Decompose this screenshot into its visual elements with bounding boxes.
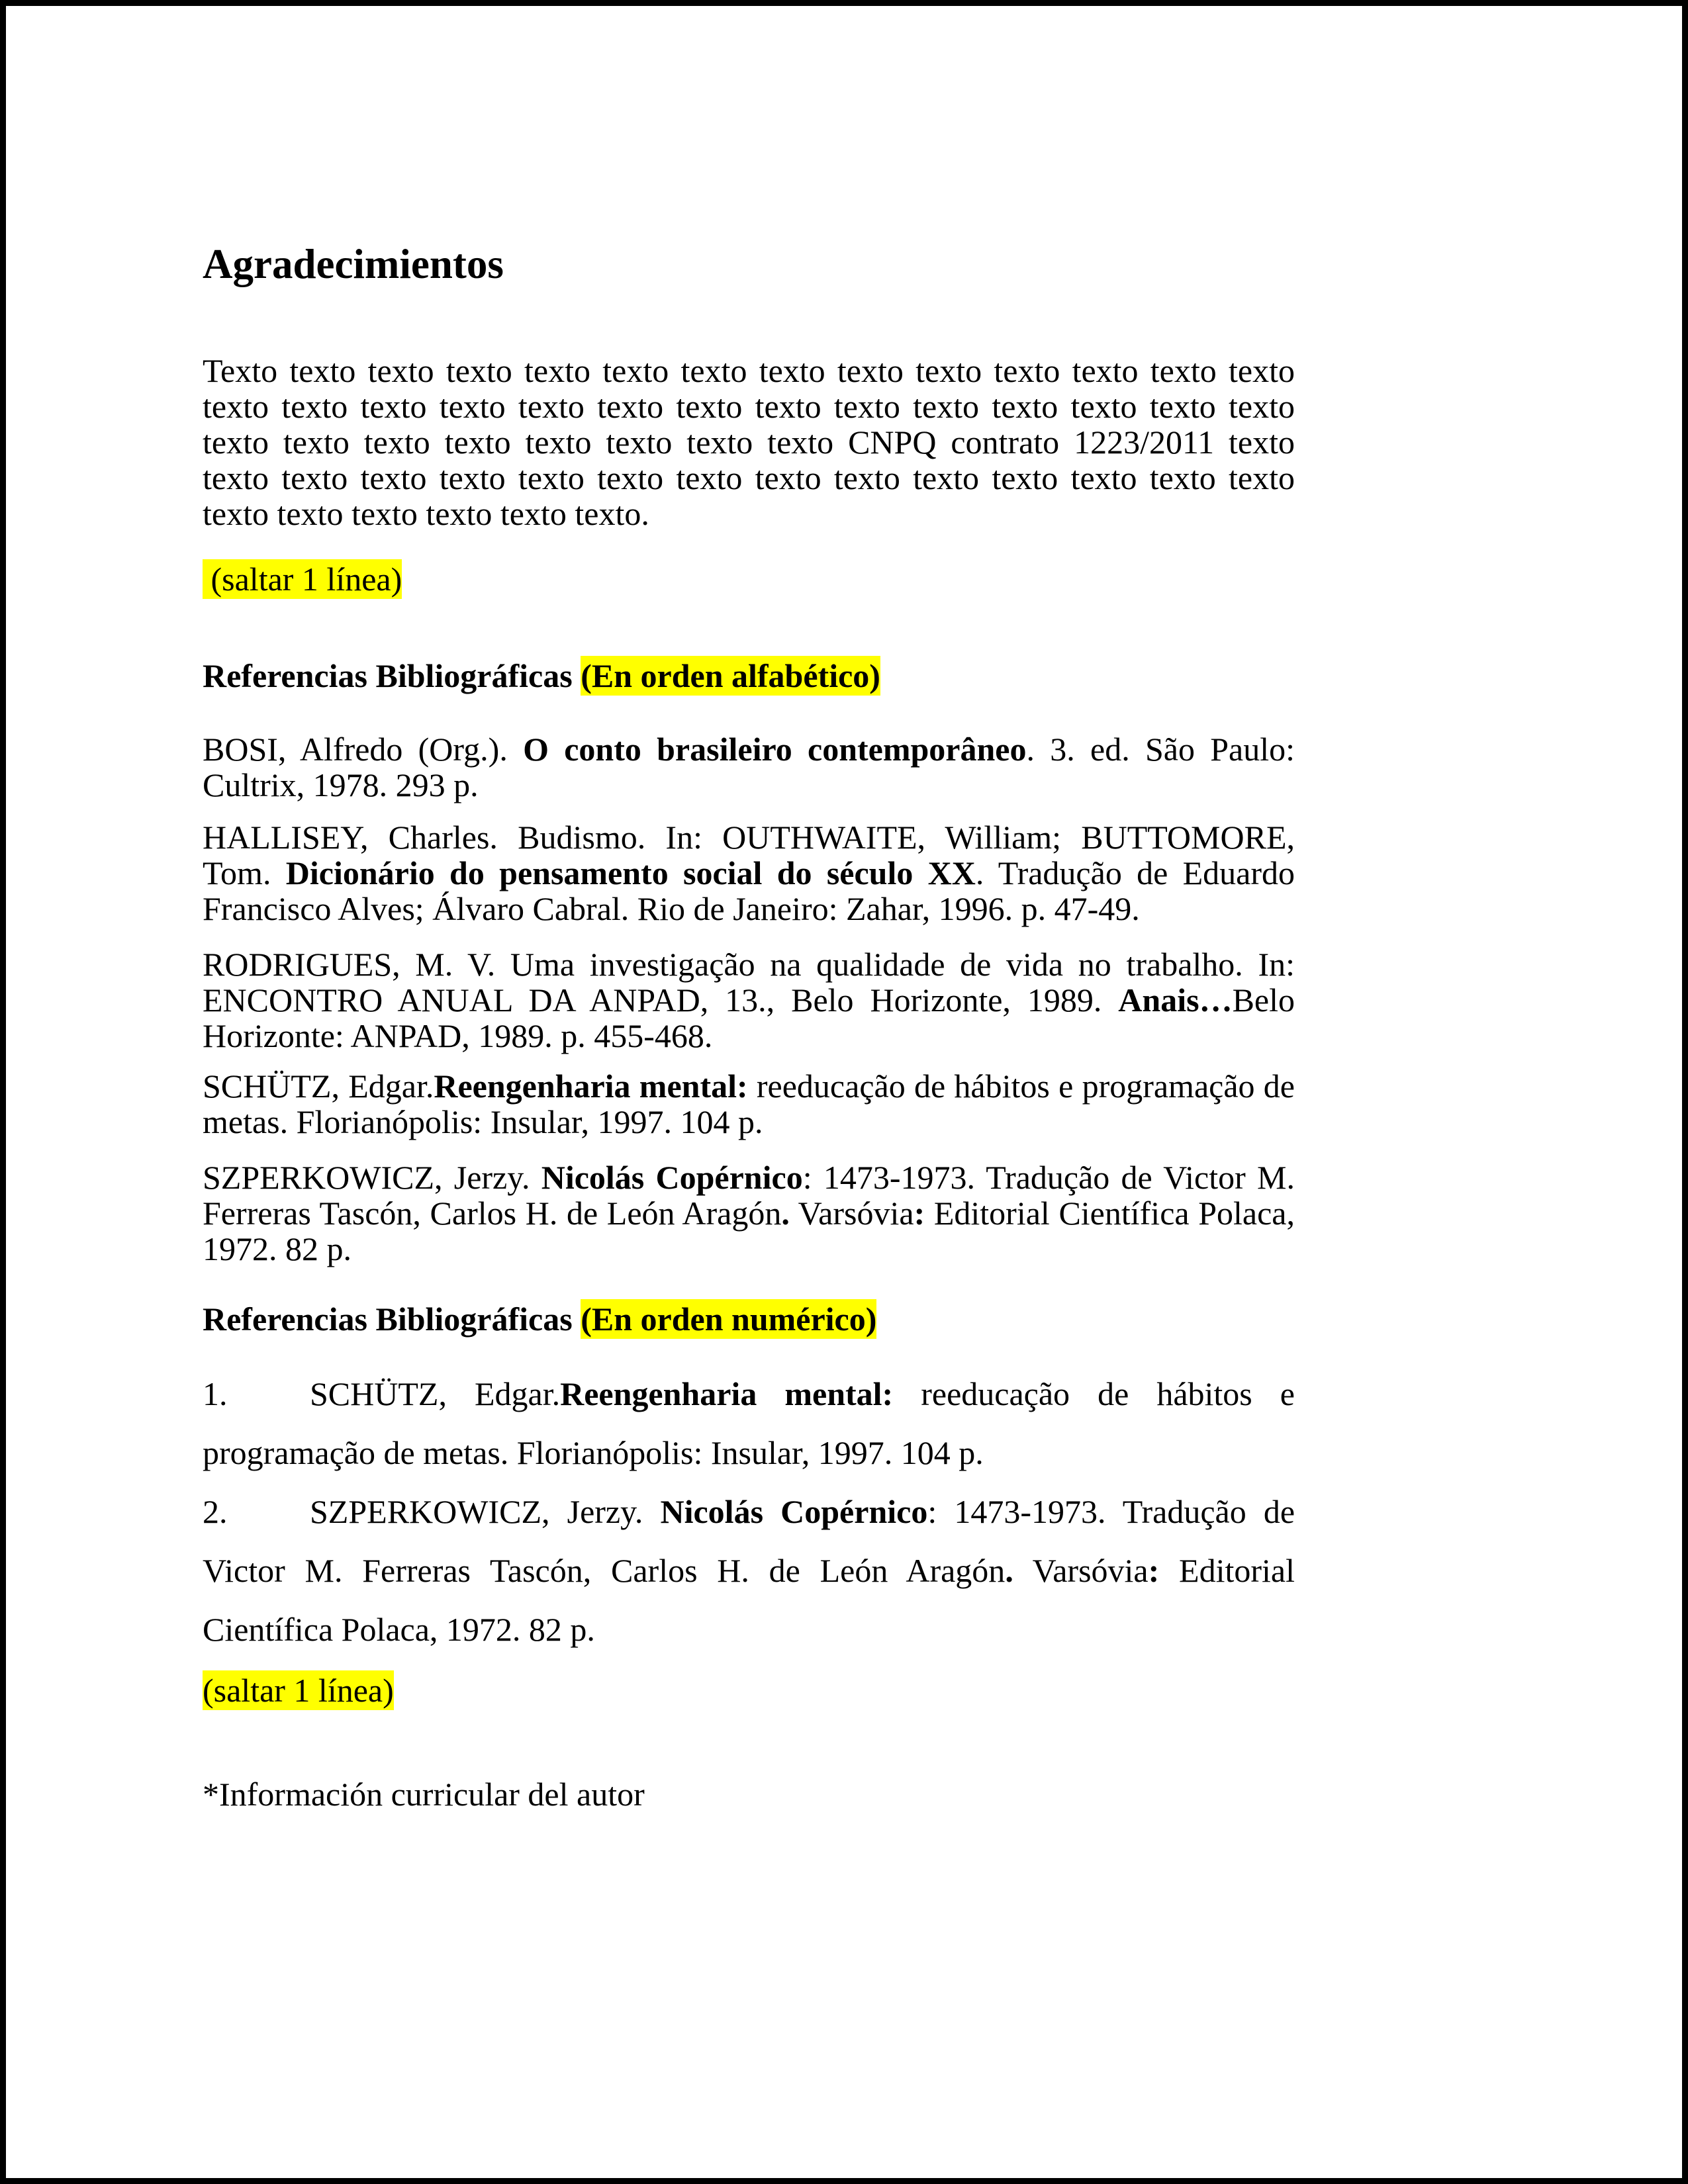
text-segment: Referencias Bibliográficas bbox=[203, 657, 581, 694]
text-segment: : 1473-1973. Tradução de Victor M. Ferreras Tascón, Carlos H. de León Aragón bbox=[203, 1159, 1295, 1232]
page-title: Agradecimientos bbox=[203, 241, 504, 287]
page-content bbox=[203, 6, 1295, 1814]
text-segment: SZPERKOWICZ, Jerzy. bbox=[310, 1493, 661, 1530]
numbered-reference-2 bbox=[203, 1482, 1295, 1659]
highlighted-skip-note-1: (saltar 1 línea) bbox=[203, 561, 402, 598]
text-segment: Varsóvia bbox=[789, 1195, 914, 1232]
reference-szperkowicz bbox=[203, 1160, 1295, 1267]
text-segment: (En orden numérico) bbox=[581, 1300, 877, 1338]
section-heading-alphabetical bbox=[203, 657, 1295, 695]
text-segment: . bbox=[781, 1195, 790, 1232]
text-segment: Editorial Científica Polaca, 1972. 82 p. bbox=[203, 1552, 1295, 1648]
text-segment: Dicionário do pensamento social do século XX bbox=[285, 854, 976, 891]
reference-rodrigues bbox=[203, 946, 1295, 1054]
text-segment: reeducação de hábitos e programação de metas. Florianópolis: Insular, 1997. 104 p. bbox=[203, 1375, 1295, 1471]
reference-schutz bbox=[203, 1068, 1295, 1140]
text-segment: SCHÜTZ, Edgar. bbox=[203, 1068, 434, 1105]
numbered-reference-2-text bbox=[203, 1493, 1295, 1648]
text-segment: : 1473-1973. Tradução de Victor M. Ferreras Tascón, Carlos H. de León Aragón bbox=[203, 1493, 1295, 1589]
text-segment: Referencias Bibliográficas bbox=[203, 1300, 581, 1338]
text-segment: . bbox=[1005, 1552, 1013, 1589]
intro-paragraph: Texto texto texto texto texto texto texto texto texto texto texto texto texto texto texto texto texto texto texto texto texto texto texto texto texto texto texto texto texto texto texto texto texto texto texto texto CNPQ contrato 1223/2011 texto texto texto texto texto texto texto texto texto texto texto texto texto texto texto texto texto texto texto texto texto. bbox=[203, 352, 1295, 532]
reference-number-2: 2. bbox=[203, 1493, 228, 1530]
numbered-reference-1-text bbox=[203, 1375, 1295, 1471]
text-segment: Belo Horizonte: ANPAD, 1989. p. 455-468. bbox=[203, 981, 1295, 1054]
text-segment: Nicolás Copérnico bbox=[541, 1159, 803, 1196]
text-segment: Editorial Científica Polaca, 1972. 82 p. bbox=[203, 1195, 1295, 1267]
text-segment: Anais… bbox=[1118, 981, 1233, 1019]
text-segment: (En orden alfabético) bbox=[581, 657, 880, 694]
text-segment: Nicolás Copérnico bbox=[660, 1493, 928, 1530]
text-segment: HALLISEY, Charles. Budismo. In: OUTHWAITE, William; BUTTOMORE, Tom. bbox=[203, 819, 1295, 891]
skip-line-note-1 bbox=[203, 561, 1295, 597]
section-heading-numeric bbox=[203, 1300, 1295, 1338]
numbered-reference-1 bbox=[203, 1365, 1295, 1482]
text-segment: . Tradução de Eduardo Francisco Alves; Álvaro Cabral. Rio de Janeiro: Zahar, 1996. p. 47-49. bbox=[203, 854, 1295, 927]
text-segment: : bbox=[914, 1195, 925, 1232]
text-segment: SCHÜTZ, Edgar. bbox=[310, 1375, 561, 1412]
reference-hallisey bbox=[203, 819, 1295, 927]
highlighted-skip-note-2: (saltar 1 línea) bbox=[203, 1672, 394, 1709]
text-segment: RODRIGUES, M. V. Uma investigação na qualidade de vida no trabalho. In: ENCONTRO ANUAL DA ANPAD, 13., Belo Horizonte, 1989. bbox=[203, 946, 1295, 1019]
text-segment: Varsóvia bbox=[1013, 1552, 1149, 1589]
text-segment: Reengenharia mental: bbox=[560, 1375, 894, 1412]
text-segment: BOSI, Alfredo (Org.). bbox=[203, 731, 524, 768]
skip-line-note-2 bbox=[203, 1672, 1295, 1708]
text-segment: : bbox=[1148, 1552, 1160, 1589]
text-segment: Reengenharia mental: bbox=[434, 1068, 748, 1105]
text-segment: SZPERKOWICZ, Jerzy. bbox=[203, 1159, 541, 1196]
reference-bosi bbox=[203, 731, 1295, 803]
text-segment: O conto brasileiro contemporâneo bbox=[523, 731, 1027, 768]
text-segment: reeducação de hábitos e programação de metas. Florianópolis: Insular, 1997. 104 p. bbox=[203, 1068, 1295, 1140]
reference-number-1: 1. bbox=[203, 1375, 228, 1412]
author-note: *Información curricular del autor bbox=[203, 1776, 645, 1813]
text-segment: . 3. ed. São Paulo: Cultrix, 1978. 293 p. bbox=[203, 731, 1295, 803]
